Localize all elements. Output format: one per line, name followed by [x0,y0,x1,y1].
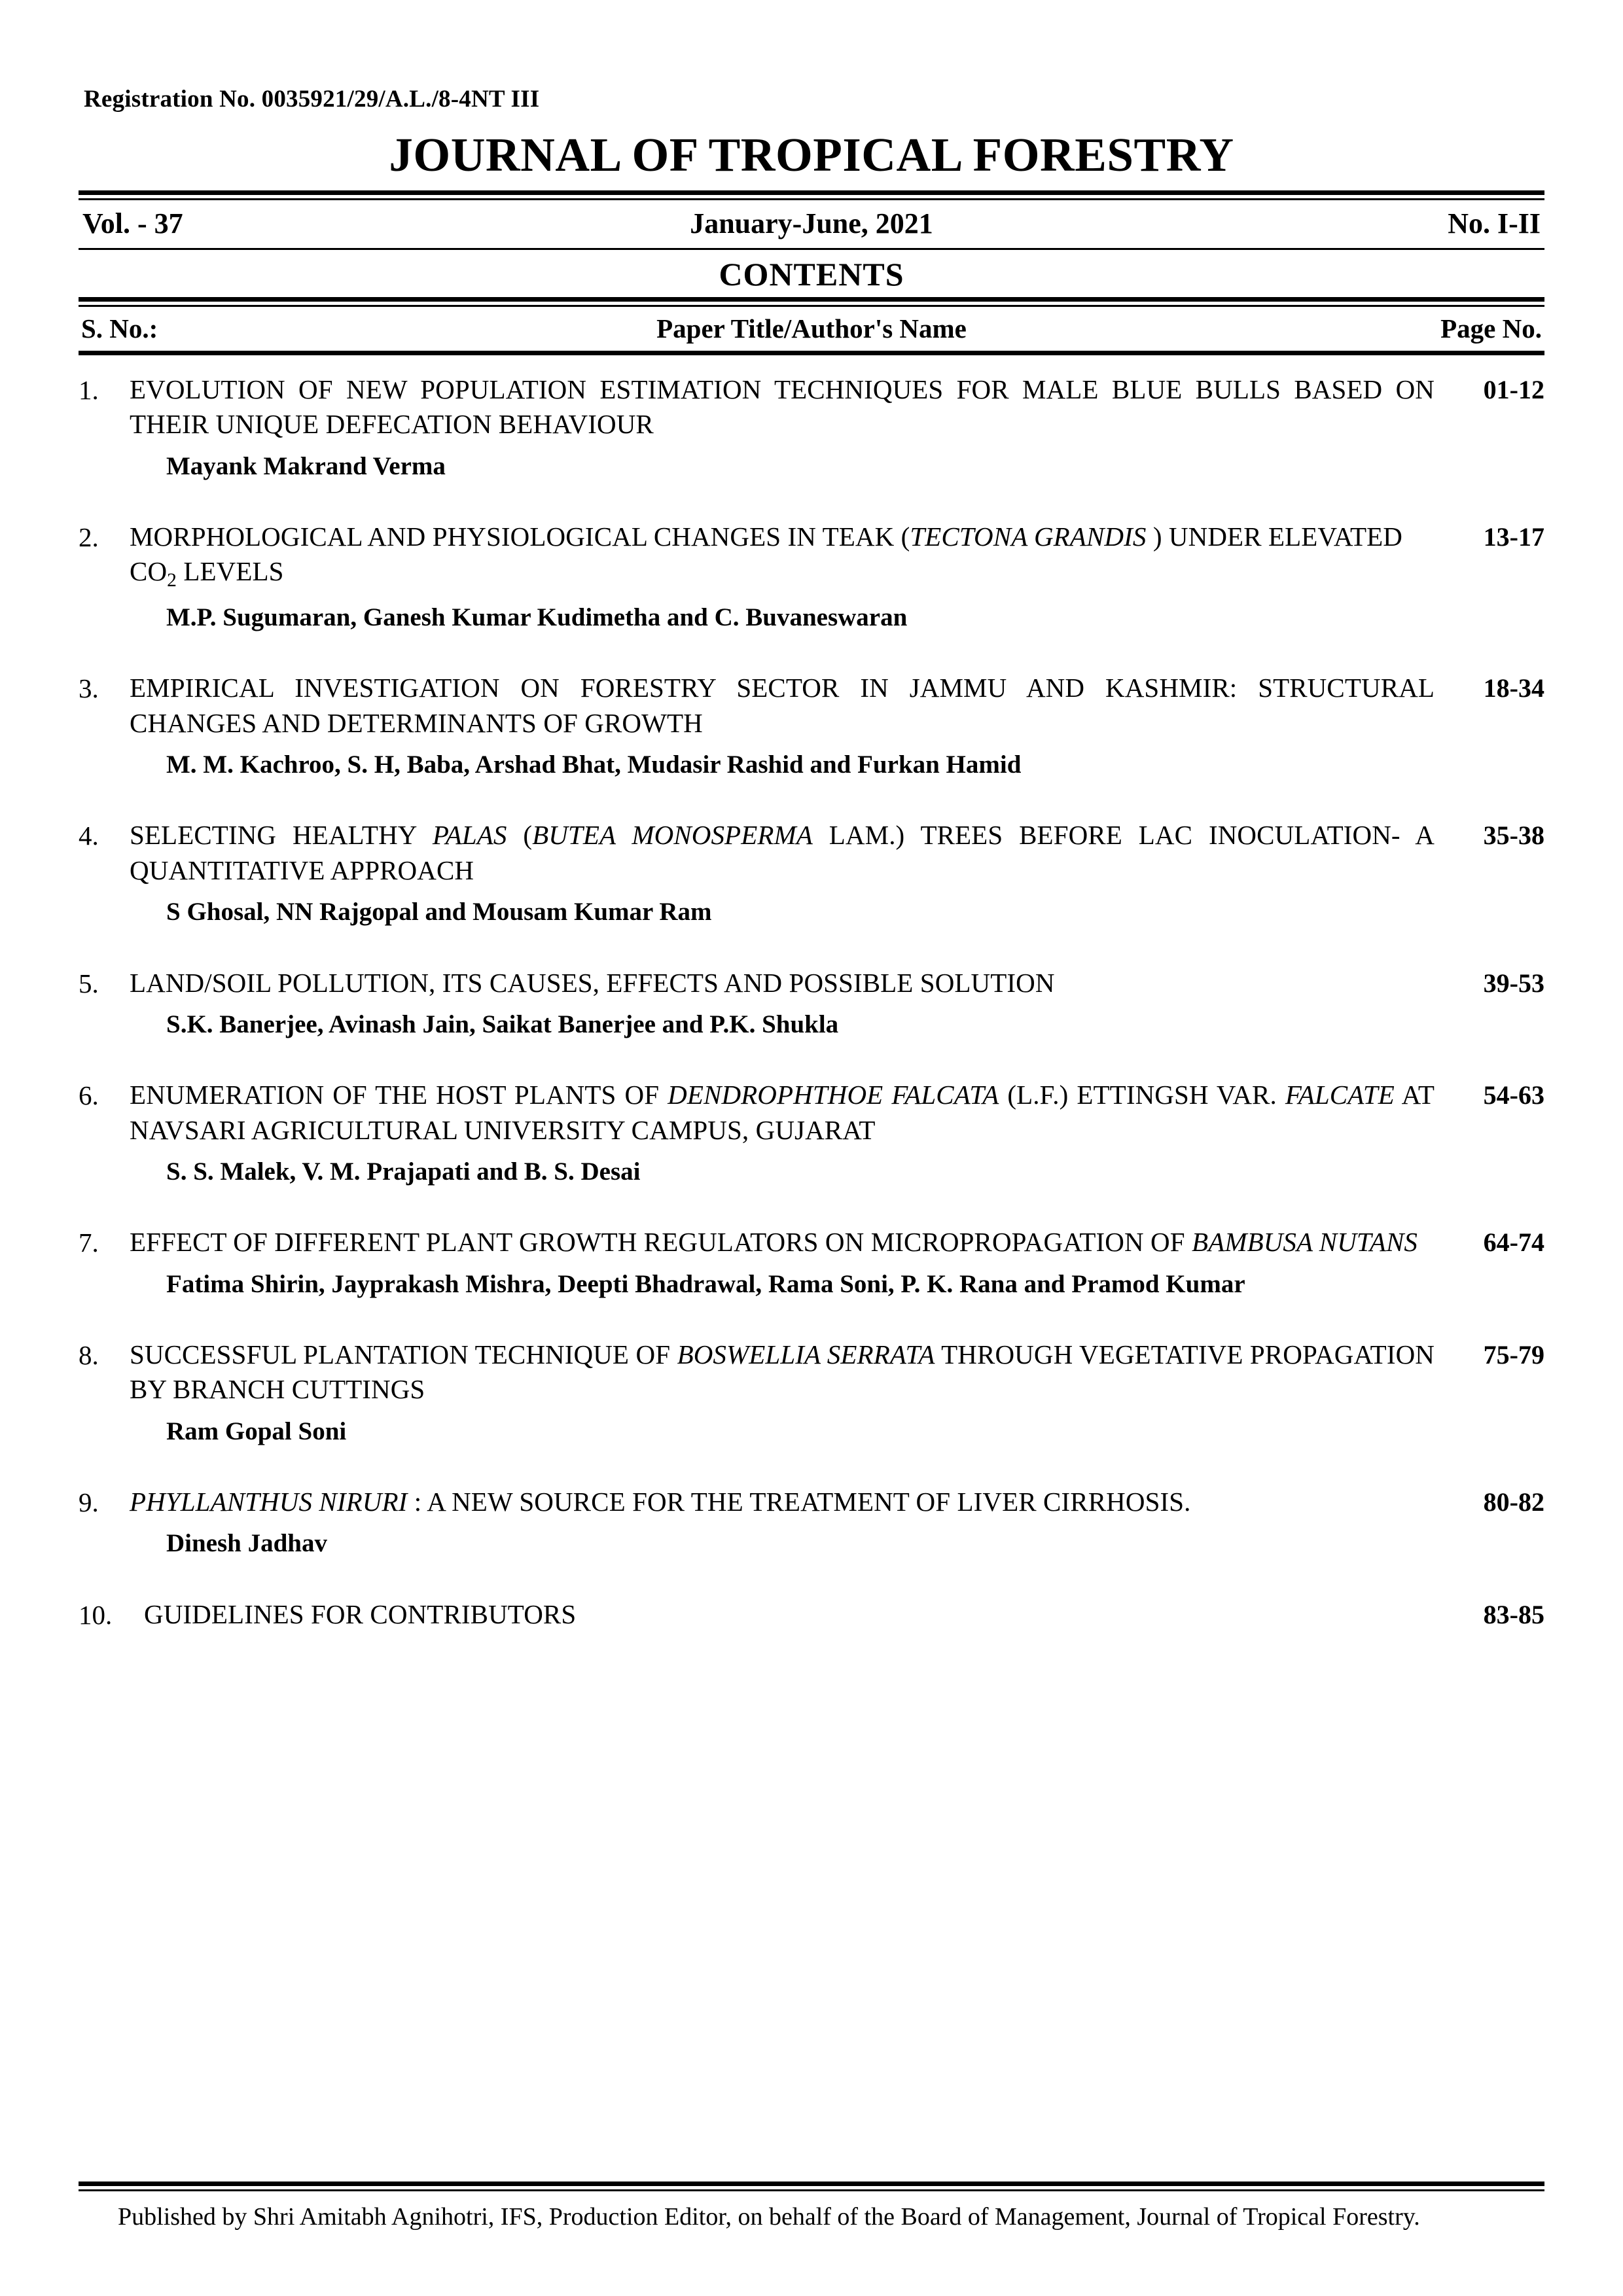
entry-pages: 39-53 [1483,968,1544,998]
issue-number-label: No. I-II [1448,207,1541,239]
entry-number: 5. [79,968,99,998]
entry-number: 2. [79,522,99,553]
entry-authors: M.P. Sugumaran, Ganesh Kumar Kudimetha and C. Buvaneswaran [166,603,908,631]
entry-authors: S. S. Malek, V. M. Prajapati and B. S. Desai [166,1157,641,1186]
entry-authors: M. M. Kachroo, S. H, Baba, Arshad Bhat, Mudasir Rashid and Furkan Hamid [166,750,1022,779]
entry-number: 3. [79,673,99,704]
divider-table-top [79,351,1544,355]
divider-footer-thick [79,2181,1544,2186]
entry-title: LAND/SOIL POLLUTION, ITS CAUSES, EFFECTS AND POSSIBLE SOLUTION [130,967,1055,998]
entry-title: GUIDELINES FOR CONTRIBUTORS [144,1598,577,1629]
entry-pages: 01-12 [1483,375,1544,404]
entry-title: EFFECT OF DIFFERENT PLANT GROWTH REGULATORS ON MICROPROPAGATION OF BAMBUSA NUTANS [130,1227,1418,1258]
page-footer [79,2181,1544,2233]
entry-number: 7. [79,1227,99,1258]
toc-entry [79,1225,1544,1301]
entry-number: 9. [79,1487,99,1518]
entry-pages: 35-38 [1483,821,1544,851]
entry-title: MORPHOLOGICAL AND PHYSIOLOGICAL CHANGES IN TEAK (TECTONA GRANDIS ) UNDER ELEVATED $CO_2$ LEVELS [130,521,1403,592]
divider-below-contents-thick [79,297,1544,302]
entry-body [130,671,1446,781]
entry-body [130,1078,1446,1188]
entry-pages: 83-85 [1483,1599,1544,1629]
entry-title: ENUMERATION OF THE HOST PLANTS OF DENDROPHTHOE FALCATA (L.F.) ETTINGSH VAR. FALCATE AT NAVSARI AGRICULTURAL UNIVERSITY CAMPUS, GUJARAT [130,1080,1435,1145]
toc-entry [79,1485,1544,1561]
entry-number: 6. [79,1080,99,1111]
entry-authors: Ram Gopal Soni [166,1417,347,1445]
entry-body [130,372,1446,483]
entry-title: SUCCESSFUL PLANTATION TECHNIQUE OF BOSWELLIA SERRATA THROUGH VEGETATIVE PROPAGATION BY BRANCH CUTTINGS [130,1339,1435,1405]
entry-pages: 64-74 [1483,1227,1544,1258]
toc-entry [79,818,1544,928]
entry-title: PHYLLANTHUS NIRURI : A NEW SOURCE FOR THE TREATMENT OF LIVER CIRRHOSIS. [130,1487,1191,1517]
entry-title: SELECTING HEALTHY PALAS (BUTEA MONOSPERMA LAM.) TREES BEFORE LAC INOCULATION- A QUANTITATIVE APPROACH [130,820,1435,885]
entry-body [144,1597,1446,1632]
issue-date-label: January-June, 2021 [690,207,933,239]
entry-body [130,1337,1446,1448]
entry-number: 4. [79,821,99,851]
entry-body [130,966,1446,1042]
entry-pages: 54-63 [1483,1080,1544,1110]
entry-title: EVOLUTION OF NEW POPULATION ESTIMATION TECHNIQUES FOR MALE BLUE BULLS BASED ON THEIR UNIQUE DEFECATION BEHAVIOUR [130,374,1435,440]
toc-entry [79,520,1544,634]
column-header-page: Page No. [1440,313,1542,344]
column-header-sno: S. No.: [81,313,158,344]
entry-authors: Fatima Shirin, Jayprakash Mishra, Deepti Bhadrawal, Rama Soni, P. K. Rana and Pramod Kumar [166,1269,1245,1298]
entry-body [130,520,1446,634]
entry-authors: S Ghosal, NN Rajgopal and Mousam Kumar Ram [166,898,712,927]
entry-number: 10. [79,1599,113,1630]
toc-entry [79,671,1544,781]
entry-number: 8. [79,1340,99,1371]
volume-label: Vol. - 37 [82,207,183,239]
contents-heading: CONTENTS [719,256,904,292]
entry-pages: 80-82 [1483,1487,1544,1517]
entry-pages: 13-17 [1483,522,1544,552]
journal-title: JOURNAL OF TROPICAL FORESTRY [389,128,1234,181]
table-of-contents [79,355,1544,1633]
volume-row [79,200,1544,248]
entry-title: EMPIRICAL INVESTIGATION ON FORESTRY SECTOR IN JAMMU AND KASHMIR: STRUCTURAL CHANGES AND DETERMINANTS OF GROWTH [130,673,1435,738]
entry-pages: 75-79 [1483,1340,1544,1370]
toc-entry [79,966,1544,1042]
entry-number: 1. [79,375,99,405]
toc-entry [79,372,1544,483]
entry-body [130,1485,1446,1561]
entry-body [130,1225,1446,1301]
entry-authors: S.K. Banerjee, Avinash Jain, Saikat Banerjee and P.K. Shukla [166,1010,839,1038]
registration-number: Registration No. 0035921/29/A.L./8-4NT III [84,86,540,113]
toc-entry [79,1597,1544,1633]
column-headers [79,307,1544,351]
entry-body [130,818,1446,928]
entry-authors: Mayank Makrand Verma [166,451,446,480]
column-header-title: Paper Title/Author's Name [656,313,967,344]
entry-authors: Dinesh Jadhav [166,1529,327,1558]
entry-pages: 18-34 [1483,673,1544,703]
toc-entry [79,1078,1544,1188]
publisher-statement: Published by Shri Amitabh Agnihotri, IFS, Production Editor, on behalf of the Board of Management, Journal of Tropical Forestry. [118,2202,1420,2231]
divider-top-thick [79,190,1544,195]
toc-entry [79,1337,1544,1448]
